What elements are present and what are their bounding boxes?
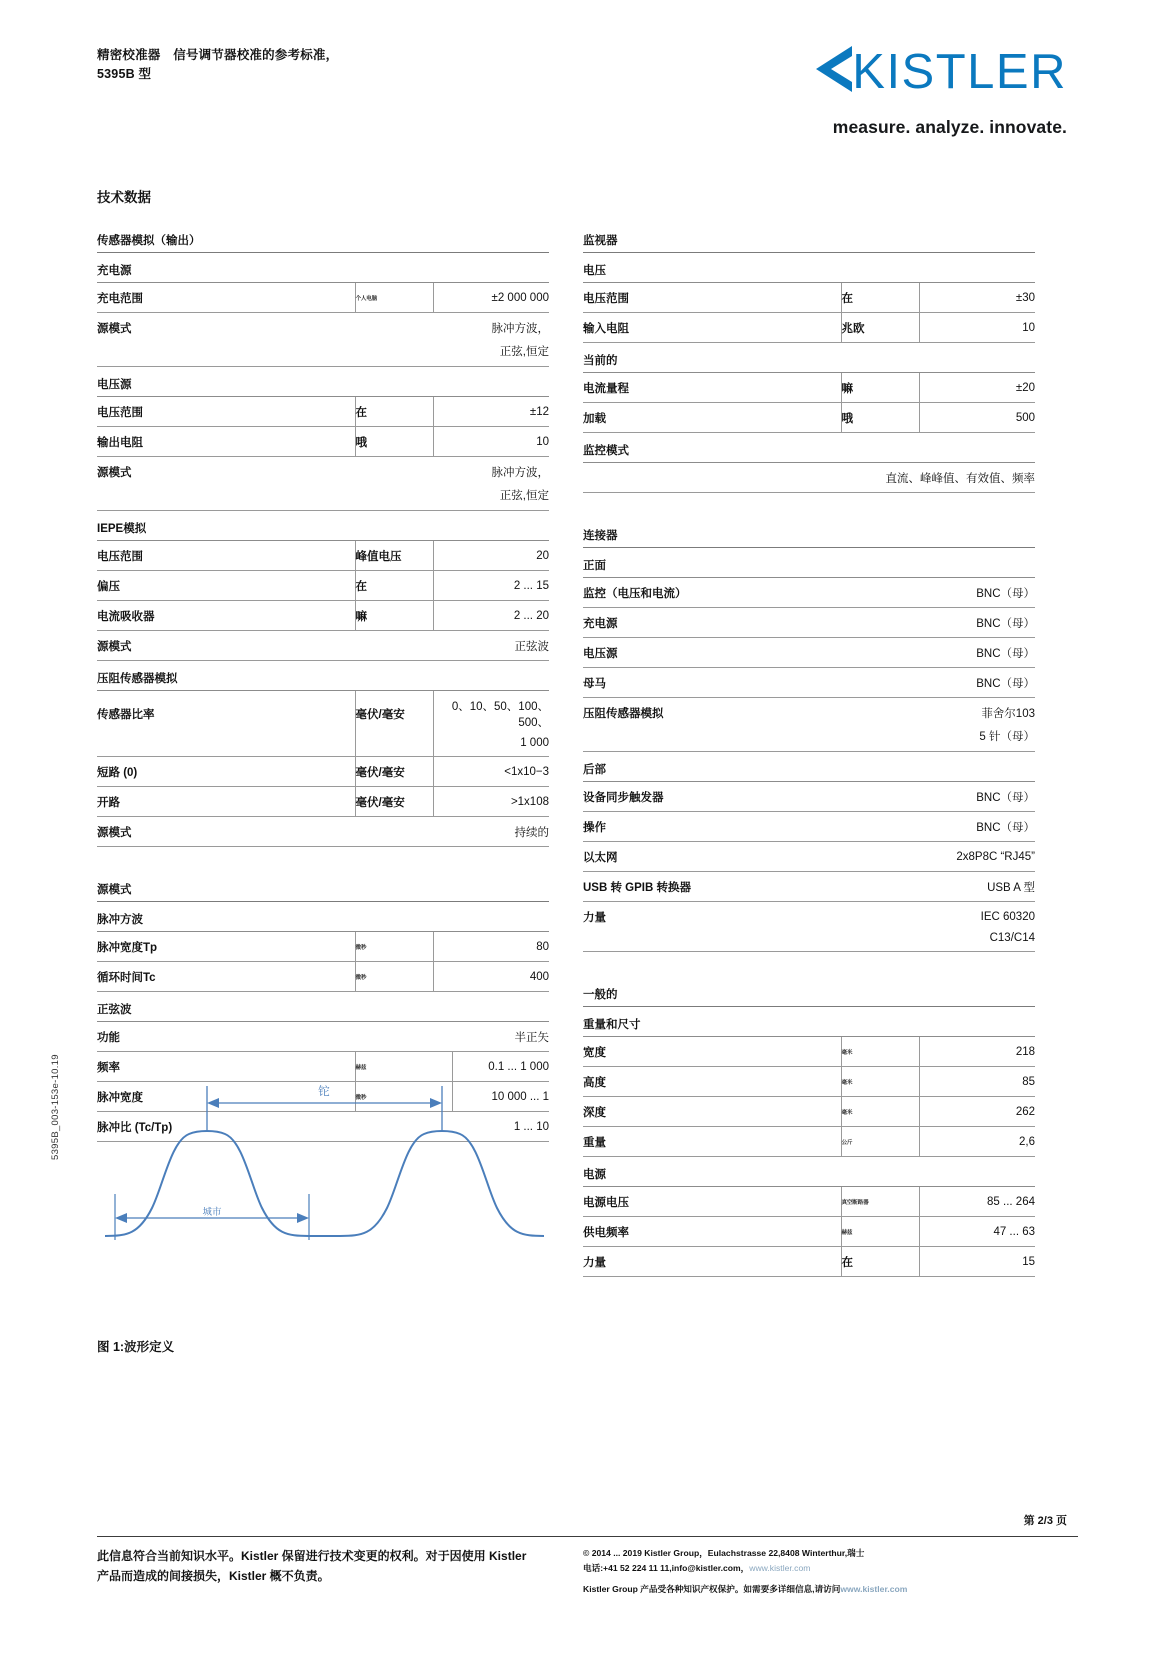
table-connectors-rear — [583, 782, 1035, 952]
right-column — [583, 232, 1035, 1277]
row-unit: 在 — [355, 571, 433, 601]
row-value: ±30 — [919, 283, 1035, 313]
subgroup-iepe: IEPE模拟 — [97, 511, 549, 541]
row-value: ±12 — [433, 397, 549, 427]
subgroup-pulse-square: 脉冲方波 — [97, 902, 549, 932]
row-unit: 个人电脑 — [355, 283, 433, 313]
subgroup-sine: 正弦波 — [97, 992, 549, 1022]
row-label: 电压范围 — [583, 283, 841, 313]
row-label-empty — [583, 727, 841, 752]
row-label-empty — [97, 342, 355, 367]
disclaimer-line2: 产品而造成的间接损失，Kistler 概不负责。 — [97, 1569, 330, 1583]
row-value: 2 ... 20 — [433, 601, 549, 631]
row-unit: 兆欧 — [841, 313, 919, 343]
row-unit: 在 — [841, 283, 919, 313]
footer-disclaimer — [97, 1546, 552, 1586]
table-connectors-front — [583, 578, 1035, 752]
row-label: 循环时间Tc — [97, 962, 355, 992]
row-label: 短路 (0) — [97, 757, 355, 787]
table-row — [583, 373, 1035, 403]
footer-contact-line — [583, 1561, 1078, 1576]
row-label: 传感器比率 — [97, 709, 155, 721]
row-value: 直流、峰峰值、有效值、频率 — [583, 463, 1035, 493]
row-label: 加载 — [583, 403, 841, 433]
table-row — [583, 1067, 1035, 1097]
subgroup-power-supply: 电源 — [583, 1157, 1035, 1187]
subgroup-monitor-voltage: 电压 — [583, 253, 1035, 283]
row-label: 以太网 — [583, 842, 841, 872]
row-label: 宽度 — [583, 1037, 841, 1067]
row-label: 压阻传感器模拟 — [583, 708, 664, 720]
kistler-wordmark: KISTLER — [852, 44, 1067, 99]
table-row — [97, 1022, 549, 1052]
row-label: 电流量程 — [583, 373, 841, 403]
subgroup-weight-dimensions: 重量和尺寸 — [583, 1007, 1035, 1037]
group-sensor-simulation: 传感器模拟（输出） — [97, 232, 549, 253]
row-label: 源模式 — [97, 817, 355, 847]
row-unit: 嘛 — [355, 601, 433, 631]
row-value: 菲舍尔103 — [981, 708, 1035, 720]
page-number: 第 2/3 页 — [1023, 1515, 1067, 1527]
row-value: 2 ... 15 — [433, 571, 549, 601]
kistler-claim: measure. analyze. innovate. — [832, 117, 1067, 137]
row-label: 脉冲宽度 — [97, 1082, 355, 1112]
table-monitor-voltage — [583, 283, 1035, 343]
row-label: 电源电压 — [583, 1187, 841, 1217]
table-power-supply — [583, 1187, 1035, 1277]
table-row — [583, 1097, 1035, 1127]
table-row — [97, 283, 549, 313]
row-value: 2x8P8C “RJ45” — [841, 842, 1035, 872]
row-value-continued: 正弦,恒定 — [355, 342, 549, 367]
row-label: 充电源 — [583, 608, 841, 638]
row-unit: 微秒 — [355, 962, 433, 992]
table-row — [583, 842, 1035, 872]
table-row — [583, 1217, 1035, 1247]
row-unit: 赫兹 — [355, 1052, 452, 1082]
tp-label: 城市 — [202, 1207, 222, 1218]
table-row — [583, 1127, 1035, 1157]
row-label: 频率 — [97, 1052, 355, 1082]
row-label-empty — [97, 736, 355, 757]
table-row — [583, 931, 1035, 952]
row-value: 持续的 — [355, 817, 549, 847]
row-value-continued: 正弦,恒定 — [355, 486, 549, 511]
table-row — [583, 812, 1035, 842]
row-value: 20 — [433, 541, 549, 571]
header-title-line2: 5395B 型 — [97, 67, 152, 81]
row-label: 输出电阻 — [97, 427, 355, 457]
row-value: BNC（母） — [841, 638, 1035, 668]
footer-ip-notice — [583, 1582, 1078, 1597]
row-label: 输入电阻 — [583, 313, 841, 343]
table-row — [583, 463, 1035, 493]
row-value: BNC（母） — [841, 668, 1035, 698]
row-value: 15 — [919, 1247, 1035, 1277]
table-row — [97, 757, 549, 787]
row-value: 正弦波 — [355, 631, 549, 661]
subgroup-monitor-current: 当前的 — [583, 343, 1035, 373]
waveform-figure — [97, 1068, 557, 1268]
row-unit: 微秒 — [355, 932, 433, 962]
row-label: 力量 — [583, 912, 606, 924]
table-row — [583, 1247, 1035, 1277]
table-row — [583, 313, 1035, 343]
row-label-empty — [583, 931, 841, 952]
row-value: 0、10、50、100、500、 — [451, 701, 549, 729]
row-label: 源模式 — [97, 467, 132, 479]
table-row — [583, 608, 1035, 638]
subgroup-connectors-front: 正面 — [583, 548, 1035, 578]
table-row — [97, 962, 549, 992]
row-unit: 公斤 — [841, 1127, 919, 1157]
row-value: 85 — [919, 1067, 1035, 1097]
row-label: 监控（电压和电流） — [583, 578, 841, 608]
row-label: 母马 — [583, 668, 841, 698]
spine-document-code: 5395B_003-153e-10.19 — [50, 1054, 61, 1160]
row-unit: 峰值电压 — [355, 541, 433, 571]
waveform-curve — [105, 1131, 544, 1236]
kistler-arrow-icon — [806, 44, 852, 99]
document-header-title — [97, 46, 338, 84]
table-row — [97, 427, 549, 457]
row-value: 10 — [919, 313, 1035, 343]
figure-caption: 图 1:波形定义 — [97, 1340, 175, 1354]
table-row — [97, 313, 549, 343]
row-value: ±2 000 000 — [433, 283, 549, 313]
row-value-continued: 1 000 — [433, 736, 549, 757]
row-value: 262 — [919, 1097, 1035, 1127]
row-value: BNC（母） — [841, 608, 1035, 638]
row-label: 操作 — [583, 812, 841, 842]
table-charge-source — [97, 283, 549, 367]
row-value: IEC 60320 — [980, 911, 1035, 923]
row-unit: 哦 — [355, 427, 433, 457]
tc-label: 铊 — [318, 1086, 330, 1098]
table-row — [583, 283, 1035, 313]
row-value: 400 — [433, 962, 549, 992]
footer-website-link-2[interactable]: www.kistler.com — [840, 1584, 908, 1594]
row-value: ±20 — [919, 373, 1035, 403]
row-label: 电流吸收器 — [97, 601, 355, 631]
table-row — [97, 457, 549, 487]
table-row — [583, 727, 1035, 752]
row-label: 源模式 — [97, 323, 132, 335]
table-row — [583, 578, 1035, 608]
group-monitor: 监视器 — [583, 232, 1035, 253]
subgroup-charge-source: 充电源 — [97, 253, 549, 283]
row-unit: 毫伏/毫安 — [355, 691, 433, 736]
row-value: 10 — [433, 427, 549, 457]
row-label: 脉冲宽度Tp — [97, 932, 355, 962]
row-value: >1x108 — [433, 787, 549, 817]
table-piezoresistive — [97, 691, 549, 847]
table-row — [97, 631, 549, 661]
table-row — [583, 1037, 1035, 1067]
row-label: 电压范围 — [97, 541, 355, 571]
table-weight-dimensions — [583, 1037, 1035, 1157]
row-value: BNC（母） — [841, 578, 1035, 608]
subgroup-monitor-modes: 监控模式 — [583, 433, 1035, 463]
left-column — [97, 232, 549, 1142]
table-row — [97, 691, 549, 736]
row-value: USB A 型 — [841, 872, 1035, 902]
row-label: USB 转 GPIB 转换器 — [583, 872, 841, 902]
row-unit: 毫米 — [841, 1037, 919, 1067]
footer-phone: 电话:+41 52 224 11 11,info@kistler.com， — [583, 1563, 750, 1573]
row-value-continued: C13/C14 — [841, 931, 1035, 952]
row-label: 电压源 — [583, 638, 841, 668]
row-label: 脉冲比 (Tc/Tp) — [97, 1112, 355, 1142]
group-connectors: 连接器 — [583, 527, 1035, 548]
table-voltage-source — [97, 397, 549, 511]
row-label: 设备同步触发器 — [583, 782, 841, 812]
footer-ip-text: Kistler Group 产品受各种知识产权保护。如需要多详细信息,请访问 — [583, 1584, 841, 1594]
header-title-line1: 精密校准器 信号调节器校准的参考标准， — [97, 48, 339, 62]
row-value: 1 ... 10 — [355, 1112, 549, 1142]
row-label: 偏压 — [97, 571, 355, 601]
subgroup-connectors-rear: 后部 — [583, 752, 1035, 782]
table-row — [97, 932, 549, 962]
table-row — [97, 541, 549, 571]
table-row — [583, 638, 1035, 668]
table-row — [97, 571, 549, 601]
row-label: 供电频率 — [583, 1217, 841, 1247]
subgroup-voltage-source: 电压源 — [97, 367, 549, 397]
row-label: 深度 — [583, 1097, 841, 1127]
row-value: 脉冲方波， — [491, 467, 549, 479]
footer-divider — [97, 1536, 1078, 1537]
table-row — [97, 601, 549, 631]
table-row — [583, 698, 1035, 728]
row-unit: 毫米 — [841, 1097, 919, 1127]
page-title: 技术数据 — [97, 190, 151, 205]
row-value: <1x10−3 — [433, 757, 549, 787]
row-label-empty — [97, 486, 355, 511]
footer-website-link[interactable]: www.kistler.com — [749, 1563, 811, 1573]
table-row — [97, 397, 549, 427]
row-unit: 赫兹 — [841, 1217, 919, 1247]
row-label: 源模式 — [97, 631, 355, 661]
row-value: BNC（母） — [841, 782, 1035, 812]
row-unit: 在 — [355, 397, 433, 427]
group-general: 一般的 — [583, 986, 1035, 1007]
row-value: 半正矢 — [355, 1022, 549, 1052]
row-label: 电压范围 — [97, 397, 355, 427]
table-row — [97, 736, 549, 757]
row-value: 80 — [433, 932, 549, 962]
table-row — [97, 817, 549, 847]
footer-copyright: © 2014 ... 2019 Kistler Group，Eulachstrasse 22,8408 Winterthur,瑞士 — [583, 1548, 865, 1558]
row-unit: 毫伏/毫安 — [355, 757, 433, 787]
row-unit-empty — [355, 736, 433, 757]
row-unit: 毫伏/毫安 — [355, 787, 433, 817]
table-monitor-current — [583, 373, 1035, 433]
table-row — [97, 342, 549, 367]
table-row — [583, 782, 1035, 812]
row-value: 500 — [919, 403, 1035, 433]
row-value: BNC（母） — [841, 812, 1035, 842]
footer-contact — [583, 1546, 1078, 1597]
row-unit: 在 — [841, 1247, 919, 1277]
row-unit: 嘛 — [841, 373, 919, 403]
row-label: 开路 — [97, 787, 355, 817]
row-label: 功能 — [97, 1022, 355, 1052]
row-label: 力量 — [583, 1247, 841, 1277]
row-label: 重量 — [583, 1127, 841, 1157]
table-pulse-square — [97, 932, 549, 992]
table-monitor-modes — [583, 463, 1035, 493]
disclaimer-line1: 此信息符合当前知识水平。Kistler 保留进行技术变更的权利。对于因使用 Kistler — [97, 1549, 527, 1563]
row-value: 2,6 — [919, 1127, 1035, 1157]
table-row — [583, 872, 1035, 902]
table-iepe — [97, 541, 549, 661]
row-label: 高度 — [583, 1067, 841, 1097]
table-row — [583, 403, 1035, 433]
row-label: 充电范围 — [97, 283, 355, 313]
row-value: 10 000 ... 1 — [452, 1082, 549, 1112]
row-unit: 哦 — [841, 403, 919, 433]
table-row — [97, 486, 549, 511]
kistler-logo — [806, 44, 1067, 138]
row-unit: 微秒 — [355, 1082, 452, 1112]
table-row — [583, 1187, 1035, 1217]
row-unit: 真空断路器 — [841, 1187, 919, 1217]
table-row — [583, 902, 1035, 932]
subgroup-piezoresistive: 压阻传感器模拟 — [97, 661, 549, 691]
row-value: 218 — [919, 1037, 1035, 1067]
group-source-mode: 源模式 — [97, 881, 549, 902]
row-value: 脉冲方波， — [491, 323, 549, 335]
table-row — [583, 668, 1035, 698]
row-value-continued: 5 针（母） — [841, 727, 1035, 752]
row-value: 47 ... 63 — [919, 1217, 1035, 1247]
row-value: 85 ... 264 — [919, 1187, 1035, 1217]
table-row — [97, 787, 549, 817]
row-unit: 毫米 — [841, 1067, 919, 1097]
row-value: 0.1 ... 1 000 — [452, 1052, 549, 1082]
